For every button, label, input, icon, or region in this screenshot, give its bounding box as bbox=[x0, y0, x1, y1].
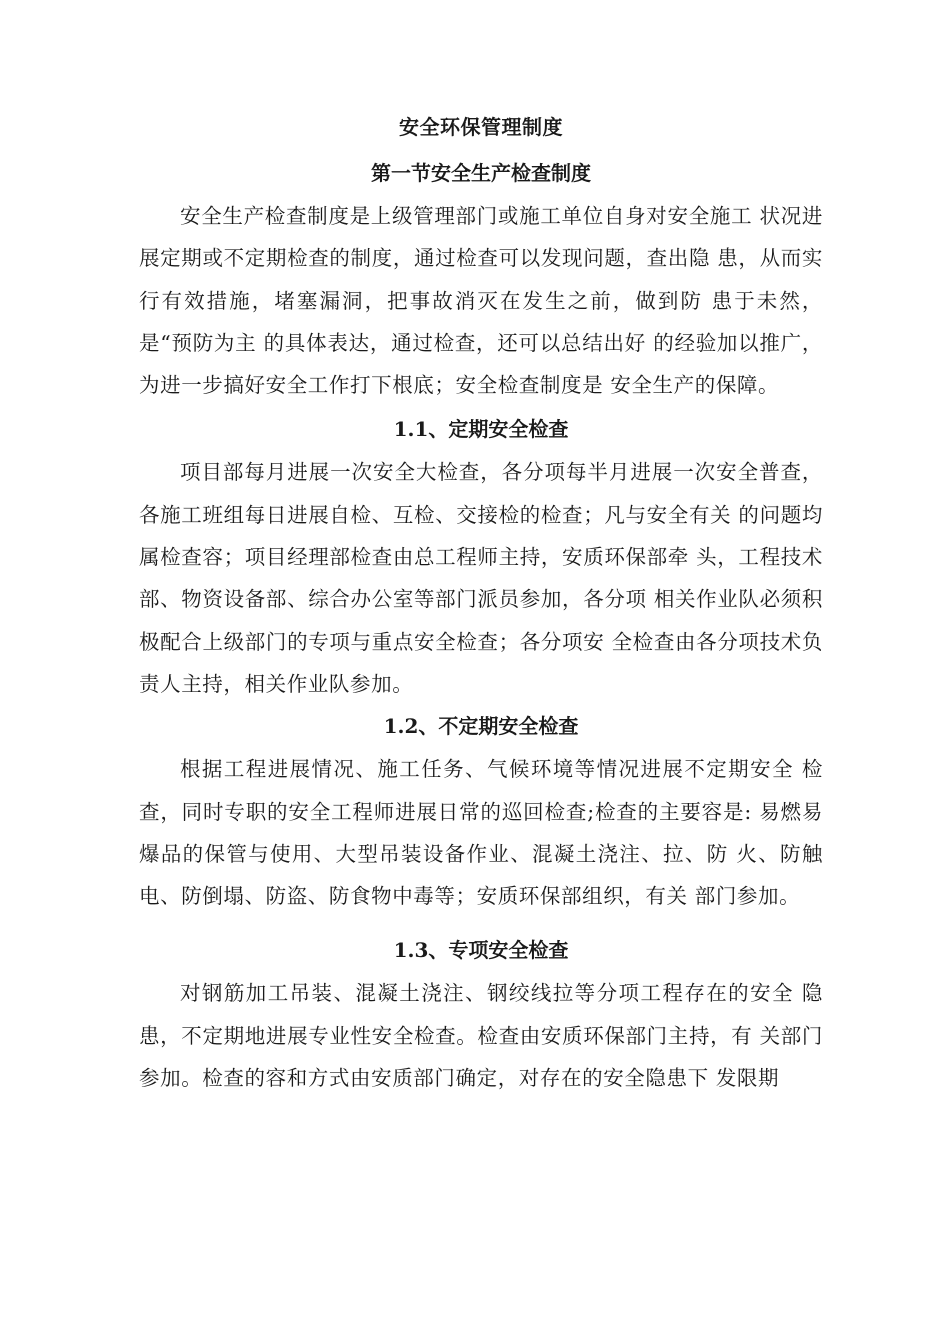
intro-paragraph: 安全生产检查制度是上级管理部门或施工单位自身对安全施工 状况进展定期或不定期检查的制度，通过检查可以发现问题，查出隐 患，从而实行有效措施，堵塞漏洞，把事故消灭在发生之前，做到防 患于未然，是“预防为主 的具体表达，通过检查，还可以总结出好 的经验加以推广，为进一步搞好安全工作打下根底；安全检查制度是 安全生产的保障。 bbox=[139, 204, 823, 398]
subsection-heading-1-1: 1.1、定期安全检查 bbox=[393, 417, 569, 442]
document-content bbox=[139, 110, 823, 1099]
section-title: 第一节安全生产检查制度 bbox=[371, 161, 591, 185]
subsection-heading-1-3: 1.3、专项安全检查 bbox=[393, 938, 569, 963]
subsection-body-1-2: 根据工程进展情况、施工任务、气候环境等情况进展不定期安全 检查，同时专职的安全工程师进展日常的巡回检查;检查的主要容是: 易燃易爆品的保管与使用、大型吊装设备作业、混凝土浇注、拉、防 火、防触电、防倒塌、防盗、防食物中毒等；安质环保部组织，有关 部门参加。 bbox=[139, 757, 823, 909]
document-title: 安全环保管理制度 bbox=[399, 115, 563, 139]
subsection-heading-1-2: 1.2、不定期安全检查 bbox=[383, 714, 579, 739]
subsection-body-1-3: 对钢筋加工吊装、混凝土浇注、钢绞线拉等分项工程存在的安全 隐患，不定期地进展专业性安全检查。检查由安质环保部门主持，有 关部门参加。检查的容和方式由安质部门确定，对存在的安全隐患下 发限期 bbox=[139, 981, 823, 1091]
subsection-body-1-1: 项目部每月进展一次安全大检查，各分项每半月进展一次安全普查，各施工班组每日进展自检、互检、交接检的检查；凡与安全有关 的问题均属检查容；项目经理部检查由总工程师主持，安质环保部牵 头，工程技术部、物资设备部、综合办公室等部门派员参加，各分项 相关作业队必须积极配合上级部门的专项与重点安全检查；各分项安 全检查由各分项技术负责人主持，相关作业队参加。 bbox=[139, 460, 823, 696]
